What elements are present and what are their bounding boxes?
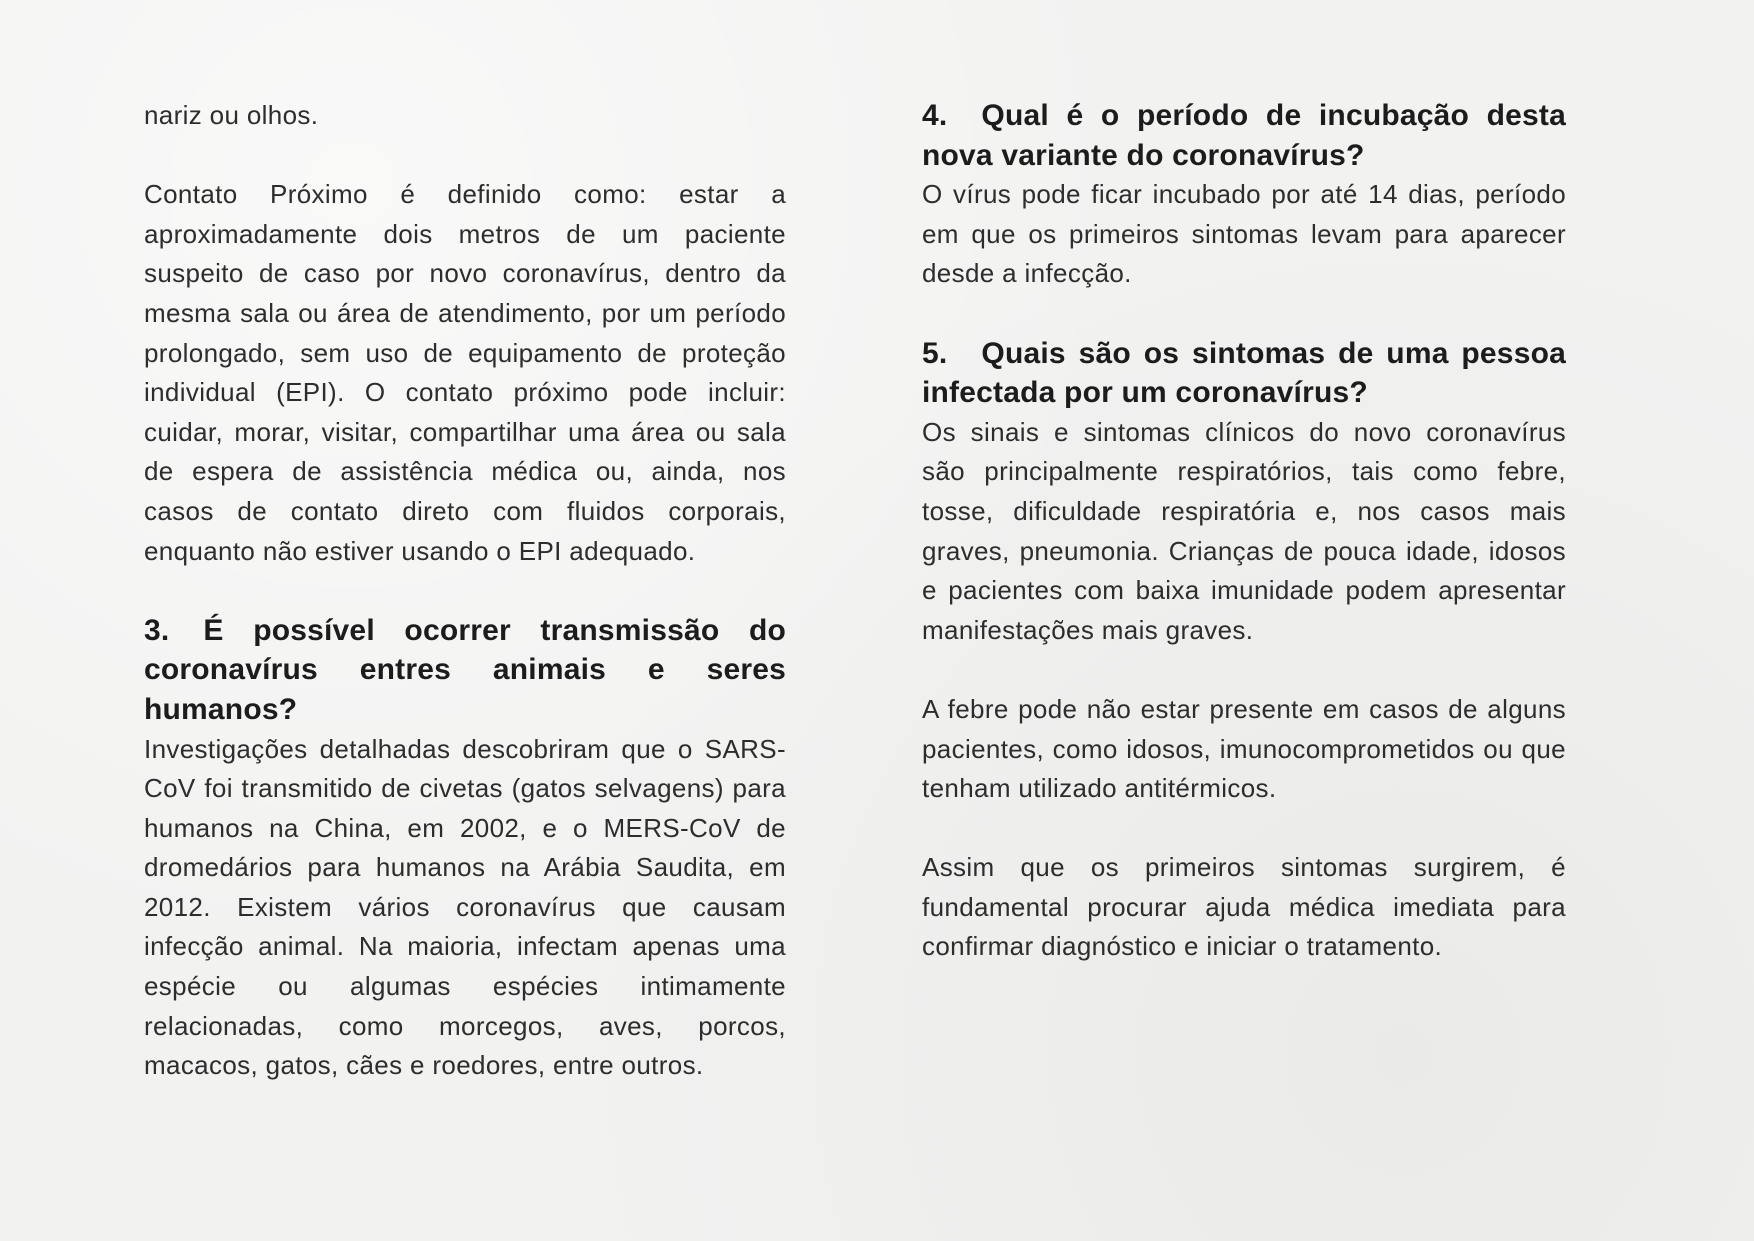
question-3-number: 3. xyxy=(144,613,170,647)
question-3-heading xyxy=(144,611,786,730)
question-5-answer: Os sinais e sintomas clínicos do novo coronavírus são principalmente respiratórios, tais como febre, tosse, dificuldade respiratória e, nos casos mais graves, pneumonia. Crianças de pouca idade, idosos e pacientes com baixa imunidade podem apresentar manifestações mais graves. xyxy=(922,416,1566,645)
right-column xyxy=(922,96,1566,967)
question-4-heading xyxy=(922,96,1566,175)
question-4-number: 4. xyxy=(922,99,948,132)
close-contact-paragraph: Contato Próximo é definido como: estar a aproximadamente dois metros de um paciente suspeito de caso por novo coronavírus, dentro da mesma sala ou área de atendimento, por um período prolongado, sem uso de equipamento de proteção individual (EPI). O contato próximo pode incluir: cuidar, morar, visitar, compartilhar uma área ou sala de espera de assistência médica ou, ainda, nos casos de contato direto com fluidos corporais, enquanto não estiver usando o EPI adequado. xyxy=(144,179,786,566)
question-3-title: É possível ocorrer transmissão do coronavírus entres animais e seres humanos? xyxy=(144,613,786,726)
question-3-answer: Investigações detalhadas descobriram que o SARS-CoV foi transmitido de civetas (gatos selvagens) para humanos na China, em 2002, e o MERS-CoV de dromedários para humanos na Arábia Saudita, em 2012. Existem vários coronavírus que causam infecção animal. Na maioria, infectam apenas uma espécie ou algumas espécies intimamente relacionadas, como morcegos, aves, porcos, macacos, gatos, cães e roedores, entre outros. xyxy=(144,733,786,1081)
question-5-number: 5. xyxy=(922,336,948,370)
question-4-title: Qual é o período de incubação desta nova variante do coronavírus? xyxy=(922,99,1566,172)
question-5-title: Quais são os sintomas de uma pessoa infectada por um coronavírus? xyxy=(922,336,1566,410)
fever-paragraph: A febre pode não estar presente em casos de alguns pacientes, como idosos, imunocomprometidos ou que tenham utilizado antitérmicos. xyxy=(922,693,1566,804)
seek-care-paragraph: Assim que os primeiros sintomas surgirem, é fundamental procurar ajuda médica imediata para confirmar diagnóstico e iniciar o tratamento. xyxy=(922,852,1566,962)
left-column xyxy=(144,96,786,1086)
question-5-heading xyxy=(922,334,1566,413)
question-4-answer: O vírus pode ficar incubado por até 14 dias, período em que os primeiros sintomas levam para aparecer desde a infecção. xyxy=(922,179,1566,289)
continuation-text: nariz ou olhos. xyxy=(144,100,319,130)
